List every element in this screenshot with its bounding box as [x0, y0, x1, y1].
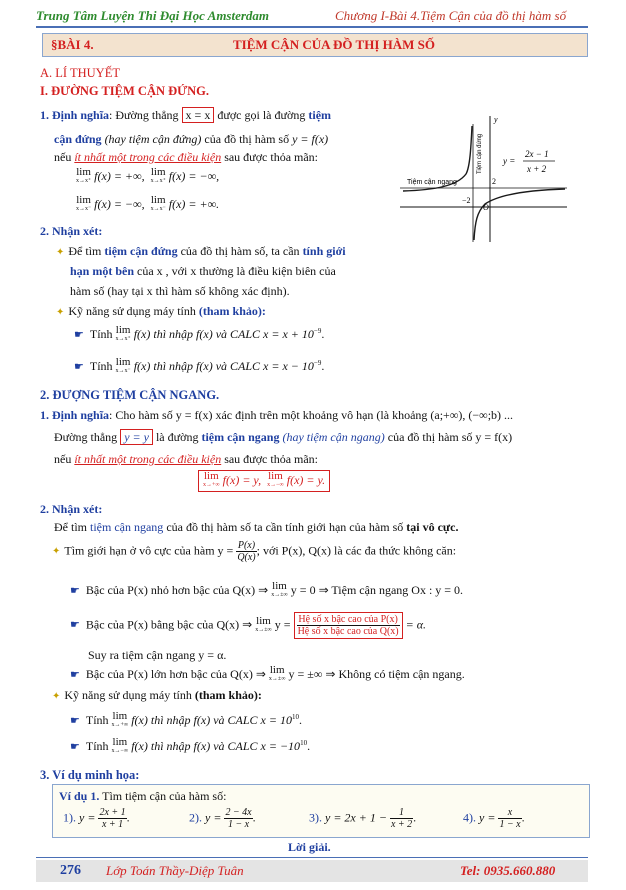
def1-text2: được gọi là đường: [214, 108, 309, 122]
rem1-b1f: của x , với x thường là điều kiện biên của: [134, 264, 336, 278]
coef-fraction: [294, 612, 403, 639]
rem1-c2b: f(x) thì nhập f(x) và CALC x = x − 10: [133, 358, 314, 373]
example-box: [52, 784, 590, 838]
lim-symbol: lim x→+∞: [111, 710, 129, 728]
def1-term-a: tiệm: [308, 108, 332, 122]
example-y-1: y =: [79, 810, 96, 825]
rem1-label: 2. Nhận xét:: [40, 224, 103, 238]
hand-pointer-icon: ☛: [74, 360, 84, 373]
rem2-c2c: = α.: [405, 617, 427, 632]
def1-term-b: cận đứng: [54, 132, 102, 146]
star-icon: ✦: [52, 546, 61, 558]
lim-symbol: lim x→±∞: [255, 614, 272, 633]
hand-pointer-icon: ☛: [70, 619, 80, 632]
def2-limits-box: [198, 470, 330, 492]
rem2-d1a: Tính: [85, 712, 109, 727]
def1-fn: y = f(x): [292, 132, 329, 146]
def1-lim2: f(x) = −∞,: [168, 168, 220, 183]
header-chapter: Chương I-Bài 4.: [335, 8, 421, 23]
rem2-c2e: Suy ra tiệm cận ngang y = α.: [88, 648, 227, 662]
ex3-den: x + 2: [390, 819, 413, 830]
example-frac-2: [224, 807, 252, 830]
rem1-c1b: f(x) thì nhập f(x) và CALC x = x + 10: [133, 326, 314, 341]
rem2-l1a: Để tìm: [54, 520, 90, 534]
def2-l2a: Đường thẳng: [54, 430, 121, 444]
def1-lim3: f(x) = −∞,: [94, 196, 145, 211]
rem2-l1d: tại vô cực.: [406, 520, 459, 534]
def2-l3c: sau được thỏa mãn:: [221, 452, 319, 466]
graph-tcd-label: Tiệm cận đứng: [477, 133, 483, 174]
graph-tick-2: 2: [492, 177, 496, 186]
header-chapter-title: Tiệm Cận của đồ thị hàm số: [420, 8, 567, 23]
def2-label: 1. Định nghĩa: [40, 408, 110, 422]
header-left: Trung Tâm Luyện Thi Đại Học Amsterdam: [36, 8, 270, 23]
example-frac-3: [390, 807, 413, 830]
coef-num: Hệ số x bậc cao của P(x): [298, 614, 398, 625]
example-num-3: 3).: [309, 810, 322, 825]
lim-symbol: lim x→x⁺: [115, 324, 131, 342]
lim-symbol: lim x→x⁻: [76, 194, 92, 212]
example-item-3: 3). y = 2x + 1 − $\frac{1}{x + 2}$ .: [309, 807, 417, 830]
rem2-b1a: Tìm giới hạn ở vô cực của hàm y =: [64, 543, 234, 558]
rem2-b1b: ; với P(x), Q(x) là các đa thức không căn:: [256, 543, 457, 558]
rem1-b1a: Để tìm: [68, 244, 105, 258]
ex1-num: 2x + 1: [99, 807, 126, 818]
def2-paren: (hay tiệm cận ngang): [279, 430, 385, 444]
lim-symbol: lim x→±∞: [268, 664, 286, 682]
rem2-b2a: Kỹ năng sử dụng máy tính: [64, 688, 195, 702]
rem1-b1c: của đồ thị hàm số, ta cần: [177, 244, 303, 258]
ex2-den: 1 − x: [227, 819, 250, 830]
example-y-2: y =: [205, 810, 222, 825]
rem1-c2a: Tính: [89, 358, 113, 373]
example-frac-1: [98, 807, 126, 830]
lim-symbol: lim x→x⁻: [150, 194, 166, 212]
def1-box: x = x: [182, 107, 215, 123]
section-vertical: I. ĐƯỜNG TIỆM CẬN ĐỨNG.: [40, 84, 209, 98]
def1-paren: (hay tiệm cận đứng): [101, 132, 202, 146]
asymptote-graph: [395, 112, 575, 247]
ex4-num: x: [498, 807, 521, 819]
lim-symbol: lim x→−∞: [111, 736, 129, 754]
title-text: TIỆM CẬN CỦA ĐỒ THỊ HÀM SỐ: [233, 37, 436, 52]
hand-pointer-icon: ☛: [70, 584, 80, 597]
example-label: Ví dụ 1.: [59, 789, 100, 803]
page-number: 276: [60, 863, 81, 878]
rem1-b2a: Kỹ năng sử dụng máy tính: [68, 304, 199, 318]
hand-pointer-icon: ☛: [70, 668, 80, 681]
rem2-d2a: Tính: [85, 738, 109, 753]
rem2-l1b: tiệm cận ngang: [90, 520, 164, 534]
title-bar: [42, 33, 588, 57]
hand-pointer-icon: ☛: [74, 328, 84, 341]
def2-text1: : Cho hàm số y = f(x) xác định trên một khoảng vô hạn (là khoảng (a;+∞), (−∞;b) ...: [109, 408, 514, 422]
header-rule: [36, 26, 588, 28]
title-tag: §BÀI 4.: [51, 37, 94, 52]
def1-text1: : Đường thẳng: [109, 108, 182, 122]
def2-l3a: nếu: [54, 452, 75, 466]
section-a: A. LÍ THUYẾT: [40, 66, 120, 80]
rem1-b1b: tiệm cận đứng: [104, 244, 178, 258]
example-item-1: 1). y = $\frac{2x + 1}{x + 1}$ .: [63, 807, 130, 830]
hand-pointer-icon: ☛: [70, 714, 80, 727]
ex3-num: 1: [390, 807, 413, 819]
rem2-c1b: y = 0 ⇒ Tiệm cận ngang Ox : y = 0.: [290, 582, 464, 597]
def2-l2b: là đường: [152, 430, 202, 444]
rem2-c3b: y = ±∞ ⇒ Không có tiệm cận ngang.: [288, 666, 465, 681]
graph-frac-num: 2x − 1: [525, 149, 549, 159]
def1-lim4: f(x) = +∞.: [168, 196, 220, 211]
star-icon: ✦: [56, 307, 65, 318]
def1-label: 1. Định nghĩa: [40, 108, 110, 122]
rem2-l1c: của đồ thị hàm số ta cần tính giới hạn của hàm số: [163, 520, 407, 534]
example-text: Tìm tiệm cận của hàm số:: [99, 789, 227, 803]
def1-l3b: ít nhất một trong các điều kiện: [74, 150, 222, 164]
rem2-label: 2. Nhận xét:: [40, 502, 103, 516]
frac-den: Q(x): [237, 552, 256, 563]
coef-den: Hệ số x bậc cao của Q(x): [297, 626, 399, 637]
right-branch: [474, 189, 565, 240]
example-frac-4: [498, 807, 521, 830]
graph-func-label: y =: [503, 156, 516, 166]
example-section: 3. Ví dụ minh họa:: [40, 768, 140, 782]
def1-lim1: f(x) = +∞,: [94, 168, 145, 183]
rem2-d2b: f(x) thì nhập f(x) và CALC x = −10: [131, 738, 301, 753]
footer-right: Tel: 0935.660.880: [460, 863, 556, 878]
lim-symbol: lim x→±∞: [271, 580, 288, 598]
rem1-c1a: Tính: [89, 326, 113, 341]
example-y-3: y = 2x + 1 −: [325, 810, 387, 825]
example-item-4: 4). y = $\frac{x}{1 - x}$ .: [463, 807, 525, 830]
footer-rule: [36, 857, 588, 858]
graph-tick-m2: −2: [462, 196, 471, 205]
example-num-1: 1).: [63, 810, 76, 825]
hand-pointer-icon: ☛: [70, 740, 80, 753]
lim-symbol: lim x→x⁺: [150, 166, 166, 184]
frac-num: P(x): [237, 540, 256, 551]
footer-center: Lớp Toán Thầy-Diệp Tuân: [106, 863, 244, 878]
header-right: [335, 8, 566, 24]
rem2-c3a: Bậc của P(x) lớn hơn bậc của Q(x) ⇒: [85, 666, 266, 681]
def2-lim1: f(x) = y,: [222, 472, 262, 487]
example-num-2: 2).: [189, 810, 202, 825]
graph-frac-den: x + 2: [527, 164, 547, 174]
ex1-den: x + 1: [101, 819, 124, 830]
footer-bar: [36, 860, 588, 882]
rem2-c2a: Bậc của P(x) bằng bậc của Q(x) ⇒: [85, 617, 253, 632]
def1-text3: của đồ thị hàm số: [201, 132, 293, 146]
rem1-b1g: hàm số (hay tại x thì hàm số không xác định).: [70, 284, 290, 298]
graph-origin: O: [483, 203, 489, 212]
graph-tcn-label: Tiệm cận ngang: [407, 179, 457, 186]
example-num-4: 4).: [463, 810, 476, 825]
example-y-4: y =: [479, 810, 496, 825]
graph-y-label: y: [494, 115, 498, 124]
def2-box: y = y: [120, 429, 153, 445]
lim-symbol: lim x→−∞: [267, 470, 284, 488]
star-icon: ✦: [56, 247, 65, 258]
ex2-num: 2 − 4x: [225, 807, 252, 818]
def1-l3a: nếu: [54, 150, 75, 164]
ex4-den: 1 − x: [499, 819, 521, 830]
star-icon: ✦: [52, 691, 61, 702]
def2-l3b: ít nhất một trong các điều kiện: [74, 452, 222, 466]
rem2-b2b: (tham khảo):: [194, 688, 262, 702]
def1-l3c: sau được thỏa mãn:: [221, 150, 319, 164]
def2-lim2: f(x) = y.: [286, 472, 326, 487]
def2-term: tiệm cận ngang: [201, 430, 280, 444]
def2-l2c: của đồ thị hàm số y = f(x): [384, 430, 513, 444]
rem1-b1e: hạn một bên: [70, 264, 135, 278]
rem2-d1b: f(x) thì nhập f(x) và CALC x = 10: [131, 712, 292, 727]
example-item-2: 2). y = $\frac{2 - 4x}{1 - x}$ .: [189, 807, 256, 830]
rem1-b1d: tính giới: [302, 244, 346, 258]
lim-symbol: lim x→+∞: [203, 470, 220, 488]
rem1-b2b: (tham khảo):: [198, 304, 266, 318]
section-horizontal: 2. ĐƯỢNG TIỆM CẬN NGANG.: [40, 388, 220, 402]
fraction-pq: [236, 540, 256, 563]
lim-symbol: lim x→x⁻: [115, 356, 131, 374]
solution-label: Lời giải.: [288, 840, 331, 854]
lim-symbol: lim x→x⁺: [76, 166, 92, 184]
rem2-c1a: Bậc của P(x) nhỏ hơn bậc của Q(x) ⇒: [85, 582, 269, 597]
rem2-c2b: y =: [274, 617, 291, 632]
